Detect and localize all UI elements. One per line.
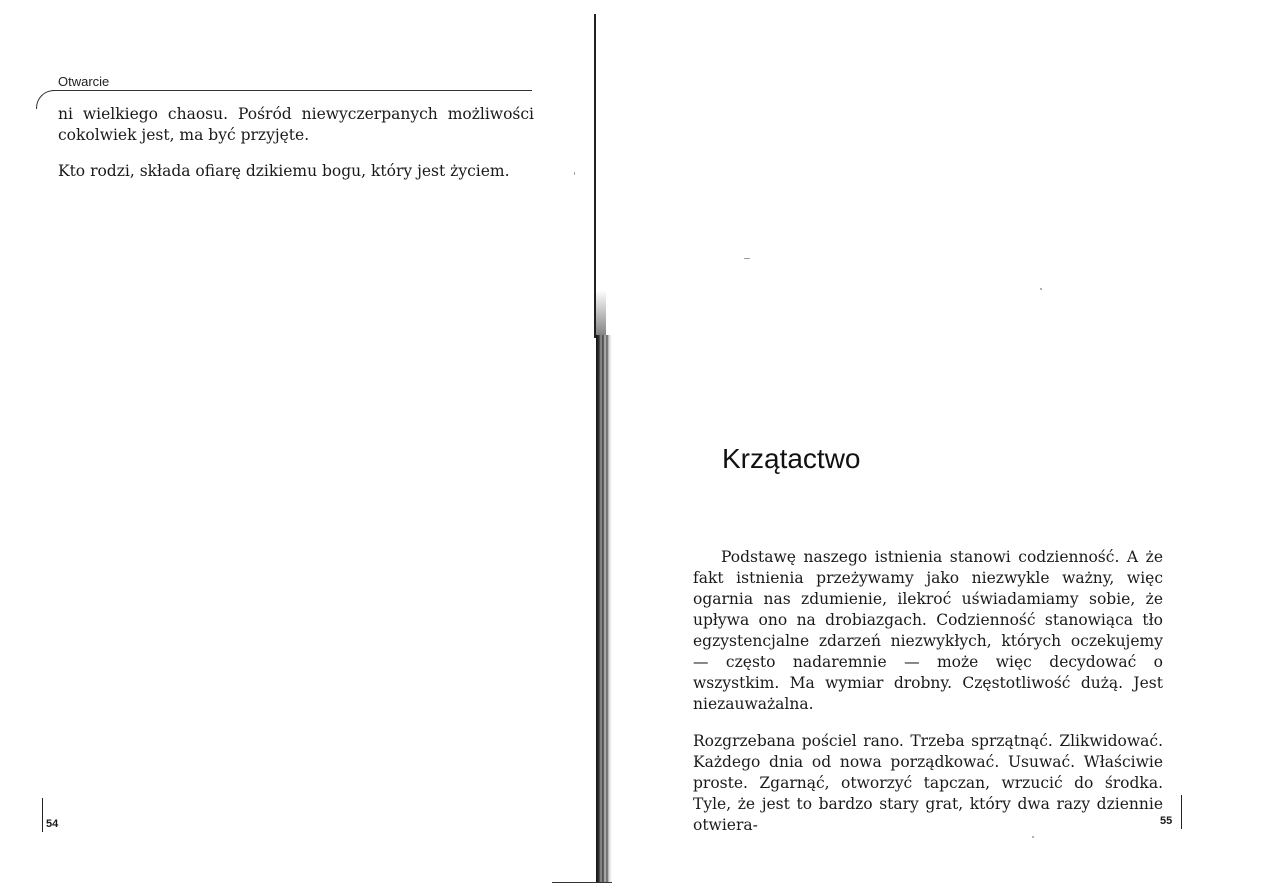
page-number-right: 55: [1160, 815, 1173, 827]
left-page-text: [58, 104, 534, 197]
right-page-text: [693, 547, 1163, 852]
folio-bar: [42, 798, 43, 832]
running-head-rule: [52, 90, 532, 91]
paragraph: Kto rodzi, składa ofiarę dzikiemu bogu, który jest życiem.: [58, 162, 510, 180]
right-page: [600, 0, 1262, 894]
running-head: Otwarcie: [58, 74, 110, 89]
scan-speck: [744, 258, 750, 259]
scan-speck: [574, 172, 575, 175]
left-page: [0, 0, 596, 894]
paragraph: ni wielkiego chaosu. Pośród niewyczerpanych możliwości cokolwiek jest, ma być przyjęte.: [58, 105, 534, 144]
chapter-title: Krzątactwo: [722, 442, 861, 474]
paragraph: Rozgrzebana pościel rano. Trzeba sprzątnąć. Zlikwidować. Każdego dnia od nowa porządkować. Usuwać. Właściwie proste. Zgarnąć, otworzyć tapczan, wrzucić do środka. Tyle, że jest to bardzo stary grat, który dwa razy dziennie otwiera-: [693, 732, 1163, 834]
scan-speck: [1040, 288, 1042, 290]
paragraph: Podstawę naszego istnienia stanowi codzienność. A że fakt istnienia przeżywamy jako niezwykle ważny, więc ogarnia nas zdumienie, ilekroć uświadamiamy sobie, że upływa ono na drobiazgach. Codzienność stanowiąca tło egzystencjalne zdarzeń niezwykłych, których oczekujemy — często nadaremnie — może więc decydować o wszystkim. Ma wymiar drobny. Częstotliwość dużą. Jest niezauważalna.: [693, 548, 1163, 713]
running-head-curve: [36, 90, 57, 109]
folio-bar: [1181, 795, 1182, 829]
scan-speck: [1032, 836, 1034, 838]
page-number-left: 54: [46, 818, 59, 830]
